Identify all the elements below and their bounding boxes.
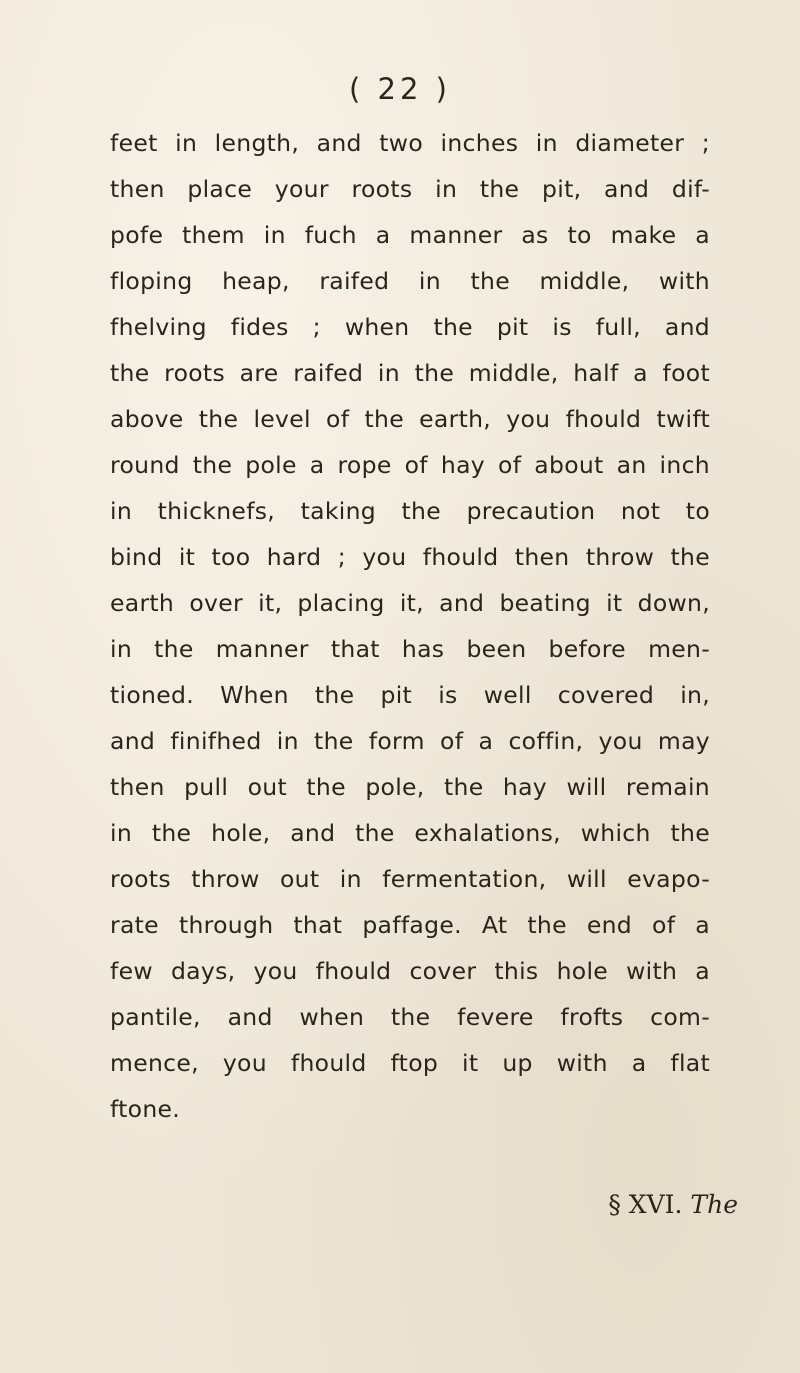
text-line: feet in length, and two inches in diameter ;: [110, 129, 710, 157]
text-line: pofe them in fuch a manner as to make a: [110, 221, 710, 249]
text-line: bind it too hard ; you fhould then throw the: [110, 543, 710, 571]
text-line: and finifhed in the form of a coffin, you may: [110, 727, 710, 755]
text-line: then pull out the pole, the hay will remain: [110, 773, 710, 801]
text-line: pantile, and when the fevere frofts com-: [110, 1003, 710, 1031]
text-line: in thicknefs, taking the precaution not to: [110, 497, 710, 525]
text-line: round the pole a rope of hay of about an inch: [110, 451, 710, 479]
text-line: the roots are raifed in the middle, half a foot: [110, 359, 710, 387]
text-line: few days, you fhould cover this hole with a: [110, 957, 710, 985]
text-line: floping heap, raifed in the middle, with: [110, 267, 710, 295]
text-line: above the level of the earth, you fhould twift: [110, 405, 710, 433]
text-line: earth over it, placing it, and beating it down,: [110, 589, 710, 617]
text-line: in the manner that has been before men-: [110, 635, 710, 663]
text-line: then place your roots in the pit, and dif-: [110, 175, 710, 203]
catchword-section: § XVI.: [608, 1190, 683, 1219]
text-line: tioned. When the pit is well covered in,: [110, 681, 710, 709]
text-line: in the hole, and the exhalations, which the: [110, 819, 710, 847]
text-line: roots throw out in fermentation, will evapo-: [110, 865, 710, 893]
text-line: mence, you fhould ftop it up with a flat: [110, 1049, 710, 1077]
catchword: [608, 1190, 738, 1219]
text-line: fhelving fides ; when the pit is full, and: [110, 313, 710, 341]
text-line: ftone.: [110, 1095, 181, 1123]
body-text: [110, 120, 710, 1132]
catchword-word: The: [690, 1190, 738, 1219]
text-line: rate through that paffage. At the end of a: [110, 911, 710, 939]
page-number: ( 22 ): [349, 72, 451, 106]
